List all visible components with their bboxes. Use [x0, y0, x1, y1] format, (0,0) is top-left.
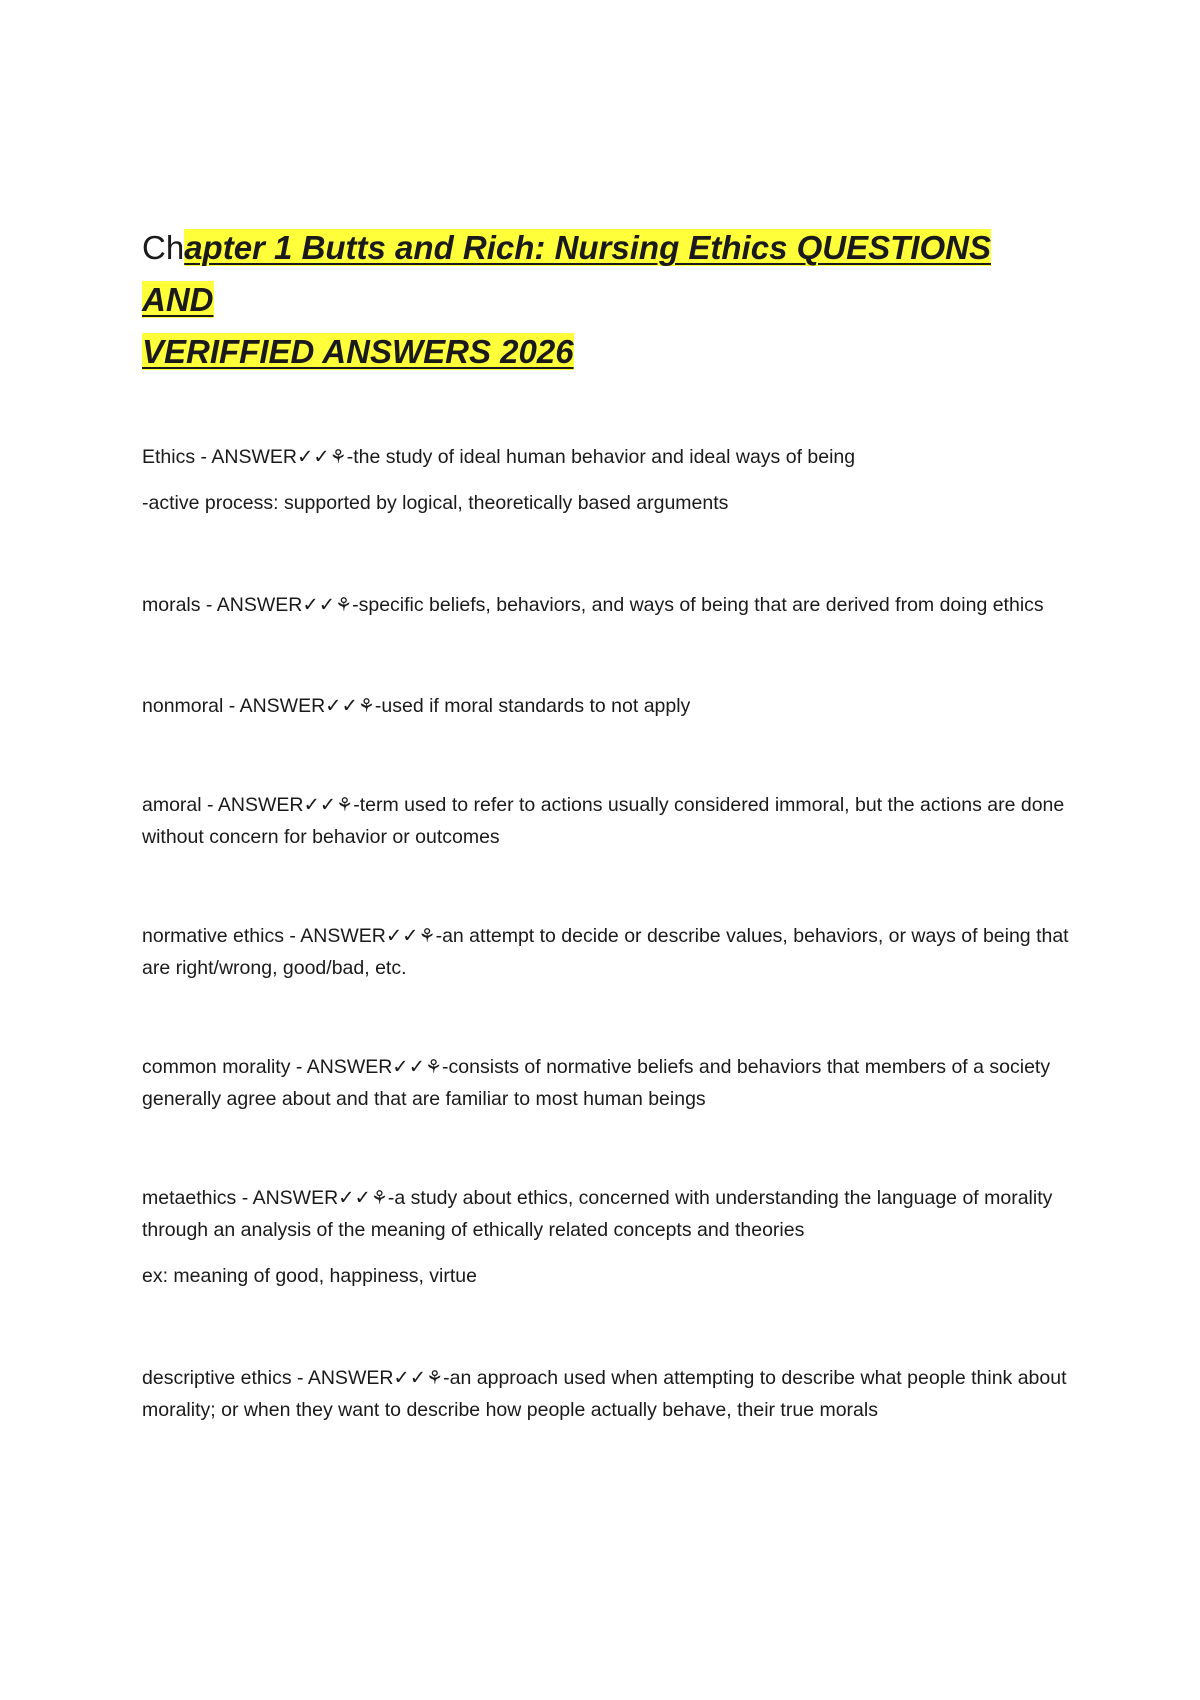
qa-entry-metaethics	[142, 1182, 1082, 1292]
qa-answer: -an attempt to decide or describe values, behaviors, or ways of being that are right/wrong, good/bad, etc.	[142, 925, 1069, 979]
title-prefix: Ch	[142, 229, 185, 266]
qa-answer: -specific beliefs, behaviors, and ways of being that are derived from doing ethics	[352, 594, 1044, 616]
qa-entry-descriptive-ethics	[142, 1362, 1082, 1426]
answer-marker: ANSWER✓✓	[300, 925, 419, 947]
qa-term: descriptive ethics	[142, 1367, 292, 1389]
qa-answer: -a study about ethics, concerned with understanding the language of morality through an analysis of the meaning of ethically related concepts and theories	[142, 1187, 1053, 1241]
qa-term: Ethics	[142, 446, 196, 468]
qa-entry-normative-ethics	[142, 920, 1082, 984]
qa-entry-common-morality	[142, 1051, 1082, 1115]
flower-icon: ⚘	[425, 1056, 443, 1078]
qa-extra-note: -active process: supported by logical, theoretically based arguments	[142, 492, 729, 514]
qa-answer: -used if moral standards to not apply	[374, 695, 691, 717]
qa-answer: -the study of ideal human behavior and ideal ways of being	[346, 446, 856, 468]
answer-marker: ANSWER✓✓	[217, 794, 337, 816]
qa-question: normative ethics - ANSWER✓✓⚘-an attempt to decide or describe values, behaviors, or ways of being that are right/wrong, good/bad, etc.	[142, 925, 1069, 979]
document-title	[142, 222, 1022, 378]
flower-icon: ⚘	[329, 446, 347, 468]
qa-question: amoral - ANSWER✓✓⚘-term used to refer to actions usually considered immoral, but the actions are done without concern for behavior or outcomes	[142, 794, 1065, 848]
qa-term: normative ethics	[142, 925, 284, 947]
flower-icon: ⚘	[335, 594, 353, 616]
qa-answer: -consists of normative beliefs and behaviors that members of a society generally agree about and that are familiar to most human beings	[142, 1056, 1051, 1110]
title-highlight-line-1: apter 1 Butts and Rich: Nursing Ethics QUESTIONS AND	[142, 229, 991, 318]
qa-answer: -term used to refer to actions usually considered immoral, but the actions are done without concern for behavior or outcomes	[142, 794, 1065, 848]
answer-marker: ANSWER✓✓	[216, 594, 336, 616]
flower-icon: ⚘	[418, 925, 436, 947]
flower-icon: ⚘	[426, 1367, 444, 1389]
flower-icon: ⚘	[336, 794, 354, 816]
title-highlight-line-2: VERIFFIED ANSWERS 2026	[142, 333, 574, 370]
flower-icon: ⚘	[357, 695, 375, 717]
qa-answer: -an approach used when attempting to describe what people think about morality; or when they want to describe how people actually behave, their true morals	[142, 1367, 1067, 1421]
flower-icon: ⚘	[370, 1187, 388, 1209]
qa-question: nonmoral - ANSWER✓✓⚘-used if moral standards to not apply	[142, 695, 691, 717]
qa-entry-amoral	[142, 789, 1082, 853]
qa-question: common morality - ANSWER✓✓⚘-consists of normative beliefs and behaviors that members of a society generally agree about and that are familiar to most human beings	[142, 1056, 1051, 1110]
qa-entry-morals	[142, 589, 1082, 621]
answer-marker: ANSWER✓✓	[252, 1187, 371, 1209]
qa-term: common morality	[142, 1056, 291, 1078]
answer-marker: ANSWER✓✓	[211, 446, 330, 468]
answer-marker: ANSWER✓✓	[307, 1367, 427, 1389]
qa-term: morals	[142, 594, 201, 616]
qa-extra-note: ex: meaning of good, happiness, virtue	[142, 1265, 477, 1287]
qa-term: amoral	[142, 794, 202, 816]
answer-marker: ANSWER✓✓	[306, 1056, 425, 1078]
qa-question: Ethics - ANSWER✓✓⚘-the study of ideal human behavior and ideal ways of being	[142, 446, 856, 468]
qa-question: metaethics - ANSWER✓✓⚘-a study about ethics, concerned with understanding the language of morality through an analysis of the meaning of ethically related concepts and theories	[142, 1187, 1053, 1241]
qa-question: descriptive ethics - ANSWER✓✓⚘-an approach used when attempting to describe what people think about morality; or when they want to describe how people actually behave, their true morals	[142, 1367, 1067, 1421]
answer-marker: ANSWER✓✓	[239, 695, 358, 717]
qa-term: nonmoral	[142, 695, 224, 717]
qa-question: morals - ANSWER✓✓⚘-specific beliefs, behaviors, and ways of being that are derived from doing ethics	[142, 594, 1044, 616]
qa-term: metaethics	[142, 1187, 237, 1209]
qa-entry-nonmoral	[142, 690, 1082, 722]
qa-entry-ethics	[142, 441, 1082, 519]
